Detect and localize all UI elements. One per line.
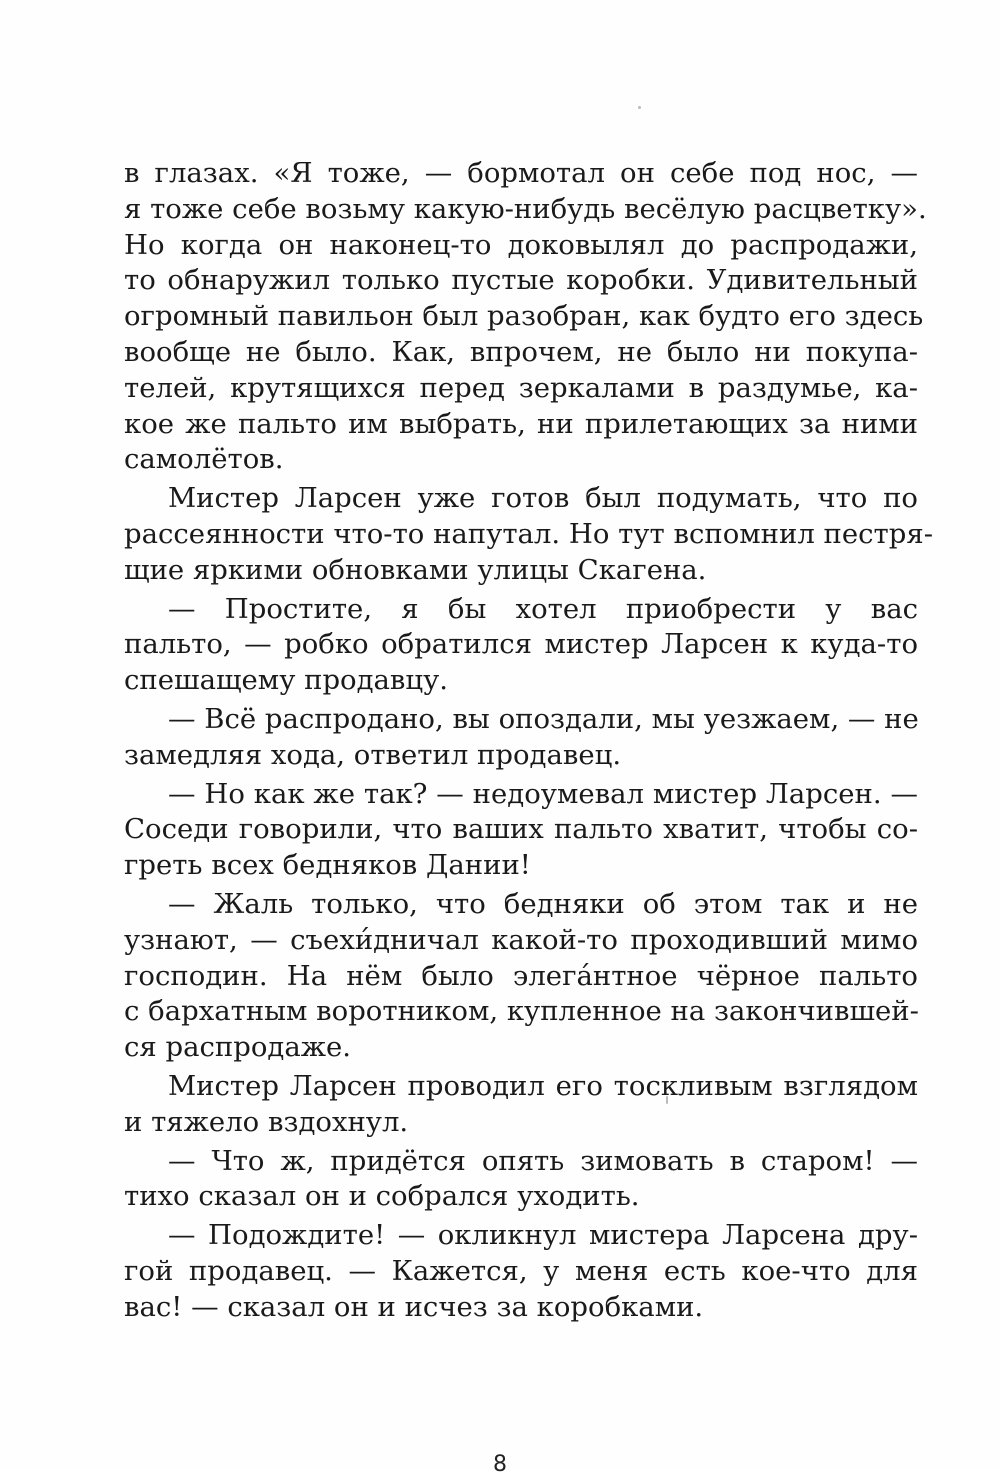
text-line: узнают, — съехи́дничал какой-то проходивший мимо	[124, 923, 918, 956]
text-line: огромный павильон был разобран, как будто его здесь	[124, 300, 924, 333]
text-line: в глазах. «Я тоже, — бормотал он себе под нос, —	[124, 157, 918, 189]
text-line: — Что ж, придётся опять зимовать в старом! —	[168, 1144, 918, 1177]
text-line: Мистер Ларсен уже готов был подумать, что по	[168, 482, 918, 515]
text-line: — Простите, я бы хотел приобрести у вас	[168, 592, 918, 625]
text-line: то обнаружил только пустые коробки. Удивительный	[124, 264, 918, 297]
scan-speck	[638, 106, 641, 109]
paragraph	[124, 592, 918, 699]
text-line: господин. На нём было элега́нтное чёрное пальто	[124, 959, 918, 992]
text-line: замедляя хода, ответил продавец.	[124, 738, 622, 771]
text-line: пальто, — робко обратился мистер Ларсен к куда-то	[124, 628, 918, 661]
paragraph	[124, 481, 933, 588]
text-line: с бархатным воротником, купленное на закончившей-	[124, 995, 919, 1028]
paragraph	[124, 702, 918, 774]
text-line: телей, крутящихся перед зеркалами в раздумье, ка-	[124, 371, 918, 404]
text-line: гой продавец. — Кажется, у меня есть кое-что для	[124, 1254, 918, 1287]
text-line: — Подождите! — окликнул мистера Ларсена дру-	[168, 1219, 918, 1252]
paragraph	[124, 777, 918, 884]
paragraph	[124, 1069, 918, 1141]
text-line: спешащему продавцу.	[124, 664, 449, 697]
text-line: самолётов.	[124, 443, 284, 476]
text-line: — Но как же так? — недоумевал мистер Ларсен. —	[168, 777, 918, 810]
text-line: Соседи говорили, что ваших пальто хватит, чтобы со-	[124, 813, 918, 846]
page-number: 8	[493, 1452, 507, 1477]
text-line: вообще не было. Как, впрочем, не было ни покупа-	[124, 335, 918, 368]
text-line: ся распродаже.	[124, 1031, 352, 1064]
text-line: и тяжело вздохнул.	[124, 1105, 409, 1138]
text-line: рассеянности что-то напутал. Но тут вспомнил пестря-	[124, 517, 933, 550]
text-line: тихо сказал он и собрался уходить.	[124, 1180, 640, 1213]
paragraph	[124, 1144, 918, 1216]
paragraph	[124, 156, 927, 478]
text-line: я тоже себе возьму какую-нибудь весёлую расцветку».	[124, 192, 927, 225]
text-line: вас! — сказал он и исчез за коробками.	[124, 1290, 704, 1323]
text-line: Мистер Ларсен проводил его тоскливым взглядом	[168, 1069, 918, 1102]
text-line: греть всех бедняков Дании!	[124, 849, 531, 882]
text-line: — Всё распродано, вы опоздали, мы уезжаем, — не	[168, 702, 919, 735]
text-line: щие яркими обновками улицы Скагена.	[124, 553, 707, 586]
paragraph	[124, 1218, 918, 1325]
text-line: кое же пальто им выбрать, ни прилетающих за ними	[124, 407, 918, 440]
text-line: Но когда он наконец-то доковылял до распродажи,	[124, 228, 918, 261]
paragraph	[124, 887, 918, 1066]
body-text	[124, 156, 933, 1326]
text-line: — Жаль только, что бедняки об этом так и не	[168, 887, 918, 920]
